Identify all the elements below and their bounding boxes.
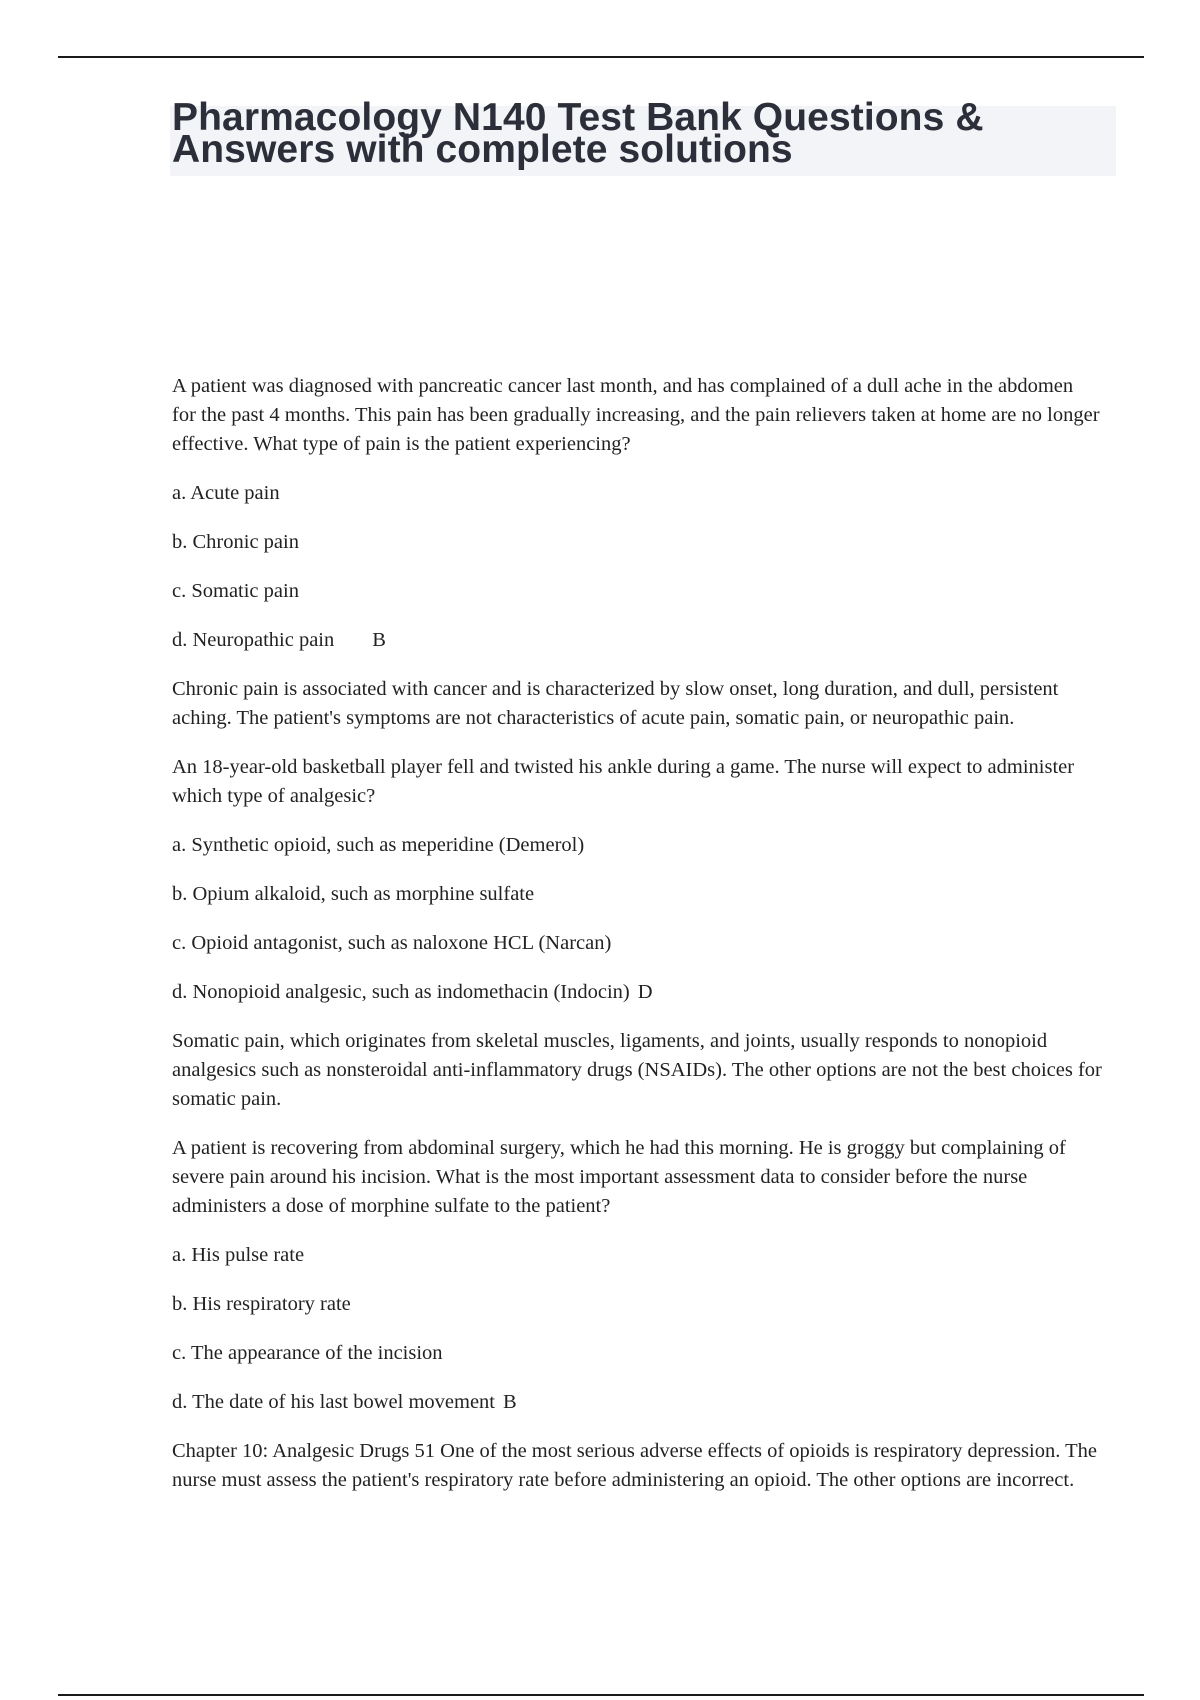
rationale: Chronic pain is associated with cancer and is characterized by slow onset, long duration, and dull, persistent aching. The patient's symptoms are not characteristics of acute pain, somatic pain, or neuropathic pain. xyxy=(172,678,1059,729)
bottom-rule xyxy=(58,1694,1144,1696)
question-stem: A patient is recovering from abdominal surgery, which he had this morning. He is groggy but complaining of severe pain around his incision. What is the most important assessment data to consider before the nurse administers a dose of morphine sulfate to the patient? xyxy=(172,1137,1066,1217)
correct-answer: B xyxy=(503,1391,517,1413)
answer-option: d. Nonopioid analgesic, such as indomethacin (Indocin) xyxy=(172,981,630,1003)
answer-option: a. Acute pain xyxy=(172,482,280,504)
answer-option: d. The date of his last bowel movement xyxy=(172,1391,495,1413)
correct-answer: D xyxy=(637,981,653,1003)
answer-option: b. Opium alkaloid, such as morphine sulfate xyxy=(172,883,535,905)
answer-option-line xyxy=(172,978,1102,1007)
rationale: Somatic pain, which originates from skeletal muscles, ligaments, and joints, usually responds to nonopioid analgesics such as nonsteroidal anti-inflammatory drugs (NSAIDs). The other options are not the best choices for somatic pain. xyxy=(172,1030,1102,1110)
correct-answer: B xyxy=(372,629,386,651)
answer-option-line xyxy=(172,626,1102,655)
answer-option: a. Synthetic opioid, such as meperidine (Demerol) xyxy=(172,834,585,856)
answer-option: a. His pulse rate xyxy=(172,1244,305,1266)
answer-option: d. Neuropathic pain xyxy=(172,629,335,651)
document-title: Pharmacology N140 Test Bank Questions & Answers with complete solutions xyxy=(172,96,984,171)
answer-option: b. Chronic pain xyxy=(172,531,299,553)
document-body xyxy=(172,372,1102,1515)
question-stem: An 18-year-old basketball player fell and twisted his ankle during a game. The nurse will expect to administer which type of analgesic? xyxy=(172,756,1075,807)
answer-option: c. The appearance of the incision xyxy=(172,1342,443,1364)
top-rule xyxy=(58,56,1144,58)
answer-option: c. Somatic pain xyxy=(172,580,299,602)
answer-option: c. Opioid antagonist, such as naloxone HCL (Narcan) xyxy=(172,932,612,954)
answer-option-line xyxy=(172,1388,1102,1417)
question-stem: A patient was diagnosed with pancreatic cancer last month, and has complained of a dull ache in the abdomen for the past 4 months. This pain has been gradually increasing, and the pain relievers taken at home are no longer effective. What type of pain is the patient experiencing? xyxy=(172,375,1100,455)
rationale: Chapter 10: Analgesic Drugs 51 One of the most serious adverse effects of opioids is respiratory depression. The nurse must assess the patient's respiratory rate before administering an opioid. The other options are incorrect. xyxy=(172,1440,1097,1491)
answer-option: b. His respiratory rate xyxy=(172,1293,351,1315)
